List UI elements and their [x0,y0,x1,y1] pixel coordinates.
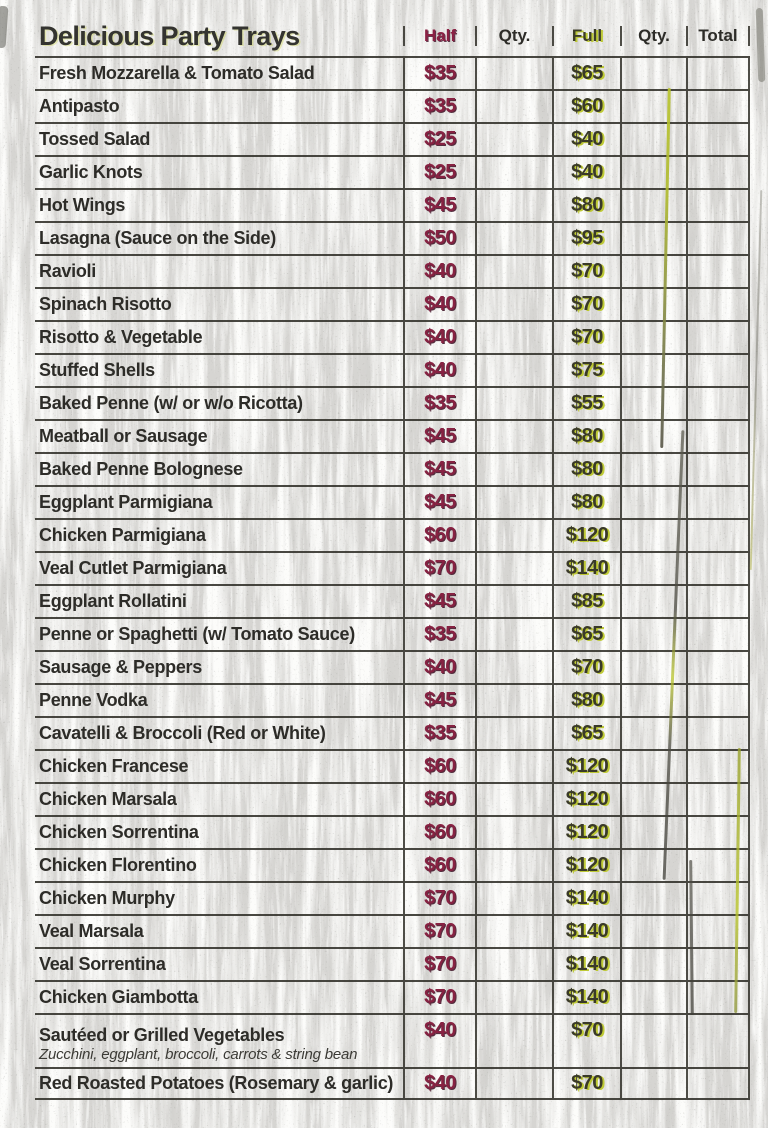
column-header-qty-1: Qty. [475,26,552,46]
item-name: Penne or Spaghetti (w/ Tomato Sauce) [39,624,355,644]
item-name-cell [35,553,403,584]
half-qty-box [475,487,552,518]
full-tray-price: $140 [552,949,620,980]
table-header-row [35,16,750,56]
half-qty-box [475,388,552,419]
total-box [686,520,750,551]
half-qty-box [475,685,552,716]
menu-item-row [35,782,750,815]
menu-item-row [35,980,750,1013]
item-name: Fresh Mozzarella & Tomato Salad [39,63,315,83]
item-name: Chicken Francese [39,756,189,776]
full-tray-price: $80 [552,421,620,452]
menu-item-row [35,155,750,188]
full-qty-box [620,157,686,188]
item-name: Baked Penne (w/ or w/o Ricotta) [39,393,303,413]
item-name-cell [35,223,403,254]
menu-item-row [35,1013,750,1067]
full-qty-box [620,256,686,287]
item-name: Tossed Salad [39,129,151,149]
full-qty-box [620,355,686,386]
half-qty-box [475,916,552,947]
full-tray-price: $120 [552,751,620,782]
item-name: Garlic Knots [39,162,143,182]
total-box [686,685,750,716]
page-title: Delicious Party Trays [39,20,300,51]
total-box [686,91,750,122]
full-tray-price: $85 [552,586,620,617]
full-tray-price: $95 [552,223,620,254]
half-tray-price: $40 [403,289,475,320]
total-box [686,223,750,254]
column-header-half: Half [403,26,475,46]
total-box [686,355,750,386]
total-box [686,388,750,419]
half-tray-price: $70 [403,982,475,1013]
item-name-cell [35,751,403,782]
menu-item-row [35,254,750,287]
full-tray-price: $140 [552,883,620,914]
full-tray-price: $65 [552,718,620,749]
menu-item-row [35,122,750,155]
item-name: Veal Marsala [39,921,144,941]
half-qty-box [475,58,552,89]
half-qty-box [475,718,552,749]
full-qty-box [620,982,686,1013]
menu-item-row [35,419,750,452]
menu-item-row [35,386,750,419]
item-name-cell [35,487,403,518]
total-box [686,751,750,782]
menu-item-row [35,221,750,254]
full-qty-box [620,58,686,89]
item-name-cell [35,850,403,881]
total-box [686,454,750,485]
full-tray-price: $70 [552,1069,620,1098]
total-box [686,124,750,155]
item-name: Penne Vodka [39,690,148,710]
half-tray-price: $45 [403,421,475,452]
item-name: Veal Sorrentina [39,954,166,974]
half-qty-box [475,1015,552,1067]
item-name-cell [35,124,403,155]
item-name: Stuffed Shells [39,360,155,380]
menu-rows [35,56,750,1100]
item-name: Veal Cutlet Parmigiana [39,558,227,578]
half-tray-price: $60 [403,751,475,782]
item-name-cell [35,454,403,485]
full-tray-price: $70 [552,256,620,287]
full-qty-box [620,652,686,683]
item-name-cell [35,1015,403,1067]
full-tray-price: $40 [552,124,620,155]
item-name: Chicken Giambotta [39,987,198,1007]
half-qty-box [475,784,552,815]
full-qty-box [620,817,686,848]
half-qty-box [475,91,552,122]
full-qty-box [620,124,686,155]
menu-item-row [35,485,750,518]
full-tray-price: $140 [552,982,620,1013]
item-name-cell [35,916,403,947]
full-qty-box [620,190,686,221]
half-tray-price: $70 [403,883,475,914]
menu-item-row [35,716,750,749]
full-tray-price: $75 [552,355,620,386]
full-qty-box [620,553,686,584]
item-name-cell [35,652,403,683]
menu-item-row [35,1067,750,1100]
half-tray-price: $50 [403,223,475,254]
item-name: Cavatelli & Broccoli (Red or White) [39,723,326,743]
total-box [686,949,750,980]
menu-item-row [35,749,750,782]
item-name: Spinach Risotto [39,294,172,314]
item-name-cell [35,388,403,419]
half-qty-box [475,586,552,617]
item-name-cell [35,520,403,551]
item-name-cell [35,586,403,617]
item-name: Sausage & Peppers [39,657,202,677]
half-qty-box [475,157,552,188]
full-tray-price: $120 [552,520,620,551]
item-name-cell [35,982,403,1013]
total-box [686,586,750,617]
item-name: Hot Wings [39,195,126,215]
full-tray-price: $55 [552,388,620,419]
item-name: Risotto & Vegetable [39,327,203,347]
half-tray-price: $35 [403,58,475,89]
item-name: Ravioli [39,261,96,281]
total-box [686,850,750,881]
half-qty-box [475,949,552,980]
item-name: Antipasto [39,96,120,116]
half-qty-box [475,883,552,914]
total-box [686,190,750,221]
full-qty-box [620,421,686,452]
total-box [686,883,750,914]
full-tray-price: $65 [552,619,620,650]
half-tray-price: $35 [403,91,475,122]
item-name-cell [35,289,403,320]
full-qty-box [620,520,686,551]
half-qty-box [475,289,552,320]
menu-item-row [35,452,750,485]
item-name-cell [35,421,403,452]
total-box [686,421,750,452]
half-tray-price: $60 [403,817,475,848]
full-qty-box [620,223,686,254]
half-qty-box [475,355,552,386]
total-box [686,1069,750,1098]
item-name: Chicken Murphy [39,888,175,908]
menu-item-row [35,848,750,881]
half-qty-box [475,817,552,848]
half-qty-box [475,1069,552,1098]
full-tray-price: $120 [552,817,620,848]
item-name-cell [35,718,403,749]
full-qty-box [620,685,686,716]
half-tray-price: $45 [403,586,475,617]
half-qty-box [475,322,552,353]
full-tray-price: $80 [552,487,620,518]
full-qty-box [620,1015,686,1067]
item-name-cell [35,817,403,848]
full-tray-price: $40 [552,157,620,188]
item-name: Meatball or Sausage [39,426,208,446]
total-box [686,652,750,683]
menu-item-row [35,947,750,980]
item-name-cell [35,256,403,287]
half-qty-box [475,124,552,155]
half-qty-box [475,652,552,683]
full-tray-price: $140 [552,553,620,584]
item-name-cell [35,355,403,386]
half-tray-price: $40 [403,1069,475,1098]
menu-item-row [35,188,750,221]
item-name: Chicken Sorrentina [39,822,199,842]
item-name: Red Roasted Potatoes (Rosemary & garlic) [39,1073,394,1093]
full-qty-box [620,619,686,650]
half-tray-price: $45 [403,190,475,221]
item-name-cell [35,619,403,650]
full-qty-box [620,322,686,353]
item-name-cell [35,91,403,122]
half-tray-price: $60 [403,520,475,551]
half-tray-price: $45 [403,685,475,716]
menu-item-row [35,617,750,650]
total-box [686,487,750,518]
menu-item-row [35,881,750,914]
full-tray-price: $60 [552,91,620,122]
menu-item-row [35,56,750,89]
full-tray-price: $120 [552,850,620,881]
full-tray-price: $70 [552,1015,620,1067]
menu-item-row [35,584,750,617]
full-qty-box [620,487,686,518]
menu-item-row [35,353,750,386]
half-tray-price: $70 [403,916,475,947]
half-tray-price: $40 [403,256,475,287]
half-tray-price: $25 [403,157,475,188]
half-qty-box [475,982,552,1013]
full-tray-price: $70 [552,652,620,683]
item-name-cell [35,190,403,221]
menu-item-row [35,320,750,353]
total-box [686,784,750,815]
item-name-cell [35,1069,403,1098]
total-box [686,289,750,320]
half-tray-price: $60 [403,850,475,881]
item-name-cell [35,157,403,188]
half-qty-box [475,190,552,221]
full-qty-box [620,586,686,617]
full-tray-price: $70 [552,322,620,353]
total-box [686,718,750,749]
menu-item-row [35,287,750,320]
item-name: Baked Penne Bolognese [39,459,243,479]
half-qty-box [475,223,552,254]
half-qty-box [475,751,552,782]
full-qty-box [620,751,686,782]
total-box [686,58,750,89]
half-tray-price: $70 [403,553,475,584]
item-name-cell [35,58,403,89]
half-qty-box [475,850,552,881]
half-tray-price: $60 [403,784,475,815]
half-tray-price: $35 [403,388,475,419]
half-tray-price: $40 [403,652,475,683]
total-box [686,916,750,947]
half-tray-price: $40 [403,1015,475,1067]
menu-item-row [35,683,750,716]
item-name: Sautéed or Grilled Vegetables [39,1024,285,1045]
half-tray-price: $35 [403,718,475,749]
full-qty-box [620,1069,686,1098]
menu-item-row [35,815,750,848]
full-tray-price: $65 [552,58,620,89]
total-box [686,619,750,650]
full-qty-box [620,949,686,980]
half-tray-price: $70 [403,949,475,980]
menu-item-row [35,914,750,947]
menu-item-row [35,650,750,683]
item-note: Zucchini, eggplant, broccoli, carrots & string bean [39,1045,358,1063]
half-tray-price: $40 [403,322,475,353]
full-qty-box [620,916,686,947]
party-trays-price-table [35,16,750,1100]
total-box [686,322,750,353]
half-qty-box [475,619,552,650]
item-name-cell [35,784,403,815]
half-tray-price: $45 [403,487,475,518]
half-qty-box [475,520,552,551]
menu-item-row [35,89,750,122]
total-box [686,1015,750,1067]
full-tray-price: $80 [552,454,620,485]
total-box [686,157,750,188]
total-box [686,817,750,848]
full-qty-box [620,883,686,914]
full-qty-box [620,388,686,419]
full-tray-price: $80 [552,190,620,221]
menu-item-row [35,518,750,551]
item-name: Chicken Parmigiana [39,525,206,545]
half-tray-price: $45 [403,454,475,485]
full-tray-price: $140 [552,916,620,947]
half-qty-box [475,454,552,485]
menu-item-row [35,551,750,584]
full-tray-price: $120 [552,784,620,815]
full-qty-box [620,718,686,749]
half-tray-price: $35 [403,619,475,650]
full-tray-price: $80 [552,685,620,716]
item-name: Lasagna (Sauce on the Side) [39,228,276,248]
full-qty-box [620,91,686,122]
item-name-cell [35,685,403,716]
half-tray-price: $40 [403,355,475,386]
item-name: Chicken Florentino [39,855,197,875]
full-qty-box [620,784,686,815]
item-name: Chicken Marsala [39,789,177,809]
column-header-full: Full [552,26,620,46]
full-qty-box [620,850,686,881]
column-header-total: Total [686,26,750,46]
total-box [686,982,750,1013]
item-name: Eggplant Parmigiana [39,492,213,512]
half-qty-box [475,553,552,584]
item-name: Eggplant Rollatini [39,591,187,611]
item-name-cell [35,883,403,914]
full-tray-price: $70 [552,289,620,320]
full-qty-box [620,454,686,485]
total-box [686,256,750,287]
half-qty-box [475,256,552,287]
half-tray-price: $25 [403,124,475,155]
half-qty-box [475,421,552,452]
column-header-qty-2: Qty. [620,26,686,46]
item-name-cell [35,322,403,353]
total-box [686,553,750,584]
full-qty-box [620,289,686,320]
item-name-cell [35,949,403,980]
